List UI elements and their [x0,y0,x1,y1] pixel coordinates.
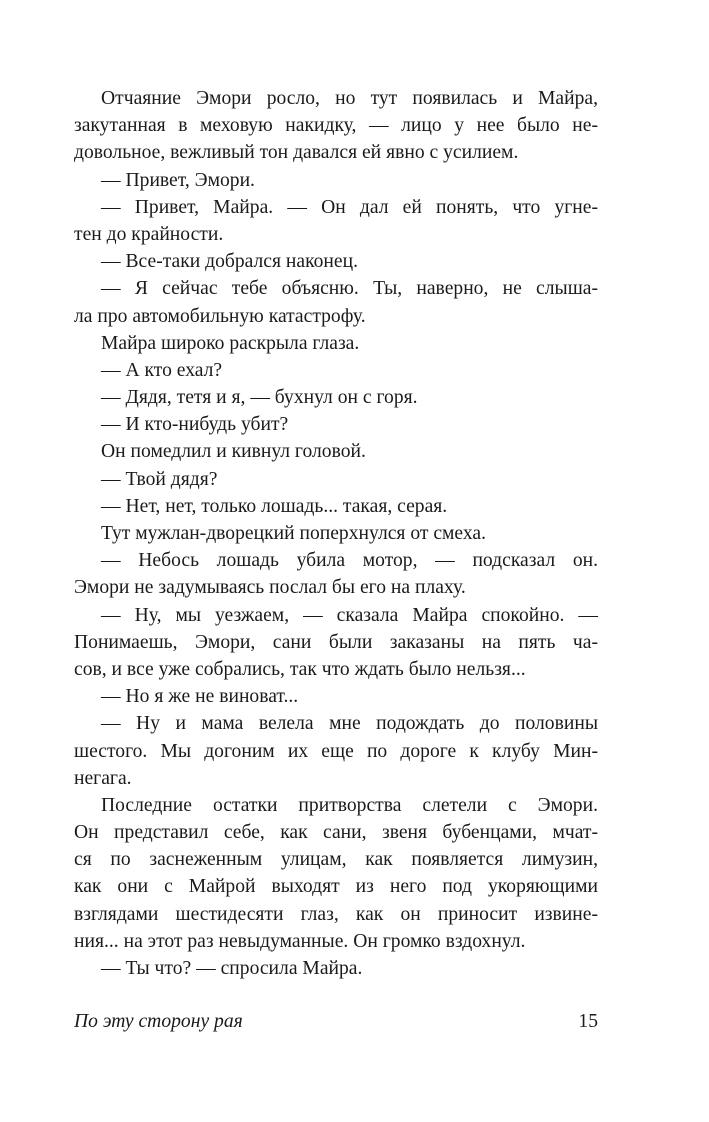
text-line: Эмори не задумываясь послал бы его на плаху. [74,577,466,599]
text-line: — Привет, Эмори. [101,169,255,191]
text-line: взглядами шестидесяти глаз, как он приносит извине- [74,903,598,925]
text-line: ла про автомобильную катастрофу. [74,305,366,327]
text-line: довольное, вежливый тон давался ей явно с усилием. [74,142,519,164]
text-line: Тут мужлан-дворецкий поперхнулся от смеха. [101,523,486,544]
running-title: По эту сторону рая [74,1011,243,1032]
text-line: тен до крайности. [74,223,224,245]
text-line: — Ты что? — спросила Майра. [101,958,363,979]
text-line: — Небось лошадь убила мотор, — подсказал он. [101,550,598,572]
text-line: — Все-таки добрался наконец. [101,251,358,273]
text-line: Майра широко раскрыла глаза. [101,332,360,354]
text-line: Он помедлил и кивнул головой. [101,441,366,463]
text-line: — А кто ехал? [101,359,223,381]
text-line: — Но я же не виноват... [101,686,299,708]
text-line: шестого. Мы догоним их еще по дороге к клубу Мин- [74,740,598,762]
text-line: ния... на этот раз невыдуманные. Он громко вздохнул. [74,930,526,952]
text-line: сов, и все уже собрались, так что ждать было нельзя... [74,658,526,680]
text-line: — Твой дядя? [101,468,218,490]
text-line: как они с Майрой выходят из него под укоряющими [74,876,598,898]
page-footer [74,1009,598,1035]
text-line: — Ну и мама велела мне подождать до половины [101,713,598,735]
text-line: Последние остатки притворства слетели с Эмори. [101,794,598,816]
text-line: закутанная в меховую накидку, — лицо у нее было не- [74,115,598,137]
text-line: — Привет, Майра. — Он дал ей понять, что угне- [101,196,598,218]
text-line: Он представил себе, как сани, звеня бубенцами, мчат- [74,822,598,844]
body-text [74,85,598,982]
text-line: ся по заснеженным улицам, как появляется лимузин, [74,849,598,871]
text-line: негага. [74,767,132,789]
text-line: — Нет, нет, только лошадь... такая, серая. [101,495,448,517]
text-line: — Ну, мы уезжаем, — сказала Майра спокойно. — [101,604,598,626]
text-line: Отчаяние Эмори росло, но тут появилась и Майра, [101,88,598,109]
text-line: Понимаешь, Эмори, сани были заказаны на пять ча- [74,631,598,653]
text-line: — Дядя, тетя и я, — бухнул он с горя. [101,387,418,409]
text-line: — Я сейчас тебе объясню. Ты, наверно, не слыша- [101,278,598,300]
page-number: 15 [578,1011,598,1032]
text-line: — И кто-нибудь убит? [101,414,289,436]
